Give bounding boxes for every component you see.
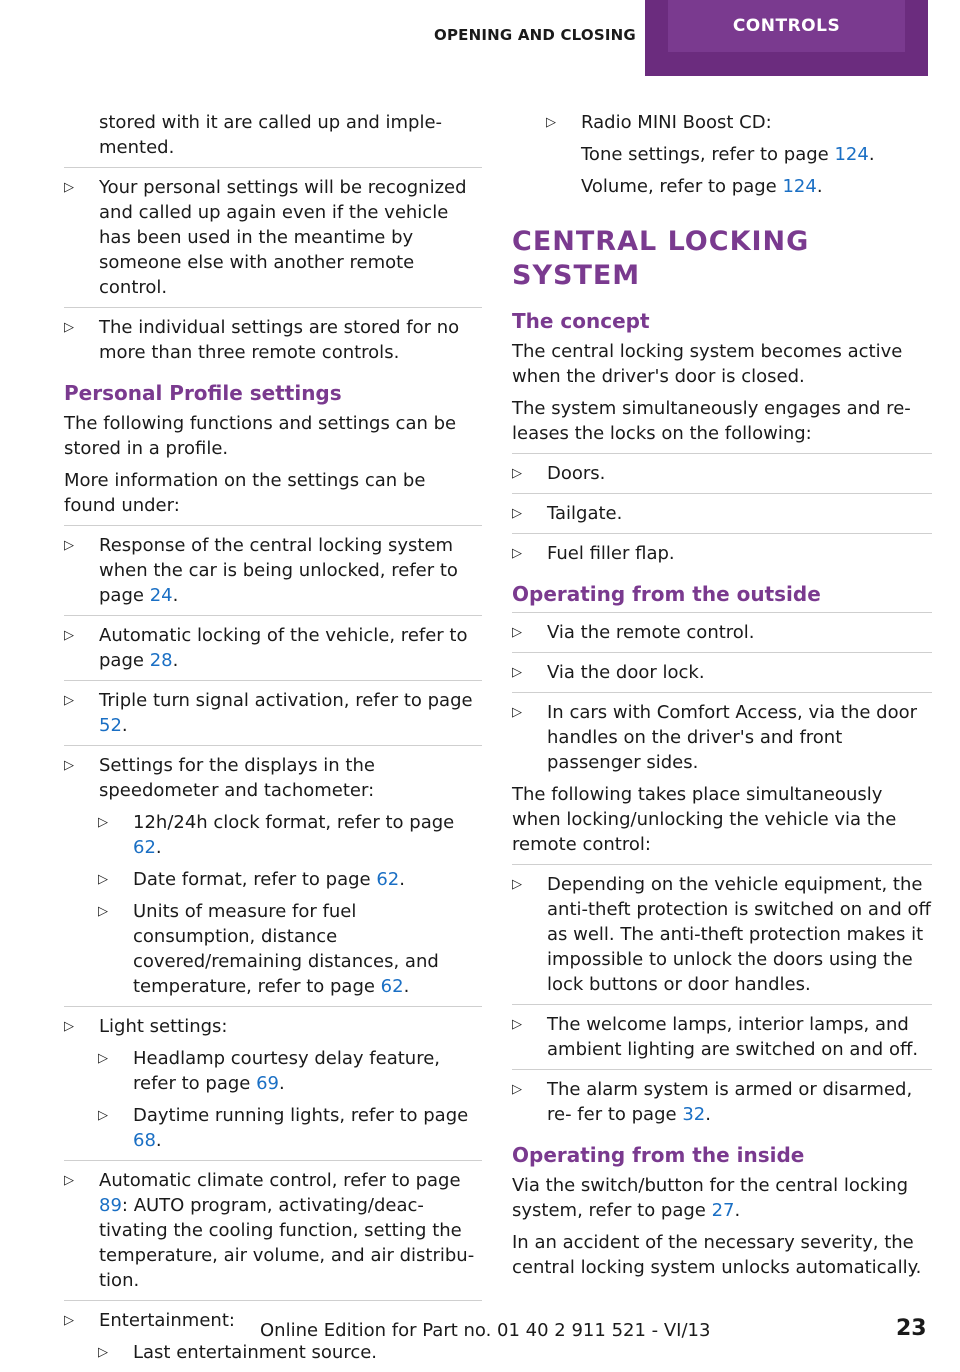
list-item: ▷ The welcome lamps, interior lamps, and ambient lighting are switched on and off. (512, 1014, 919, 1060)
divider (64, 680, 482, 681)
bullet-arrow-icon: ▷ (546, 115, 556, 130)
divider (64, 1006, 482, 1007)
chapter-heading: CENTRAL LOCKING SYSTEM (512, 226, 810, 291)
list-item: ▷ Triple turn signal activation, refer to page 52. (64, 690, 473, 736)
bullet-arrow-icon: ▷ (512, 1017, 522, 1032)
sub-list-item: ▷ Date format, refer to page 62. (98, 869, 405, 890)
page-number: 23 (896, 1316, 927, 1341)
divider (64, 745, 482, 746)
sub-list-item: ▷ 12h/24h clock format, refer to page 62. (98, 812, 455, 858)
bullet-arrow-icon: ▷ (64, 538, 74, 553)
page-link[interactable]: 28 (149, 650, 173, 671)
bullet-arrow-icon: ▷ (64, 1173, 74, 1188)
bullet-arrow-icon: ▷ (64, 1313, 74, 1328)
paragraph: The system simultaneously engages and re‐ leases the locks on the following: (512, 398, 911, 444)
sub-list-item: ▷ Radio MINI Boost CD: (546, 112, 772, 133)
divider (64, 525, 482, 526)
paragraph: Tone settings, refer to page 124. (581, 144, 875, 165)
paragraph: Volume, refer to page 124. (581, 176, 823, 197)
list-item: ▷ Your personal settings will be recognized and called up again even if the vehicle has been used in the meantime by someone else with another remote control. (64, 177, 467, 298)
divider (512, 612, 932, 613)
chapter-tab-label[interactable]: CONTROLS (668, 0, 905, 52)
list-item: ▷ Automatic climate control, refer to page 89: AUTO program, activating/deac‐ tivating the cooling function, setting the temperature, air volume, and air distribu‐ tion. (64, 1170, 475, 1291)
divider (512, 1069, 932, 1070)
divider (64, 1160, 482, 1161)
bullet-arrow-icon: ▷ (512, 665, 522, 680)
paragraph: The following takes place simultaneously when locking/unlocking the vehicle via the remote control: (512, 784, 897, 855)
list-item: ▷ Response of the central locking system when the car is being unlocked, refer to page 24. (64, 535, 458, 606)
page-link[interactable]: 89 (99, 1195, 122, 1216)
bullet-arrow-icon: ▷ (98, 1051, 108, 1066)
list-item: ▷ Depending on the vehicle equipment, the anti-theft protection is switched on and off as well. The anti-theft protection makes it impossible to unlock the doors using the lock buttons or door handles. (512, 874, 931, 995)
section-heading: Operating from the inside (512, 1143, 805, 1167)
continued-text: stored with it are called up and imple‐ mented. (99, 112, 443, 158)
page-header (0, 0, 960, 76)
list-item: ▷ Via the remote control. (512, 622, 755, 643)
list-item: ▷ Via the door lock. (512, 662, 705, 683)
divider (64, 615, 482, 616)
page-link[interactable]: 124 (834, 144, 869, 165)
list-item: ▷ The individual settings are stored for no more than three remote controls. (64, 317, 460, 363)
paragraph: The central locking system becomes active when the driver's door is closed. (512, 341, 903, 387)
list-item: ▷ Tailgate. (512, 503, 623, 524)
section-title: OPENING AND CLOSING (434, 26, 636, 44)
bullet-arrow-icon: ▷ (98, 1345, 108, 1360)
chapter-tab[interactable] (645, 0, 928, 76)
bullet-arrow-icon: ▷ (98, 815, 108, 830)
bullet-arrow-icon: ▷ (64, 180, 74, 195)
divider (64, 167, 482, 168)
divider (64, 307, 482, 308)
list-item: ▷ Automatic locking of the vehicle, refer to page 28. (64, 625, 468, 671)
left-column (64, 110, 482, 1372)
divider (512, 453, 932, 454)
bullet-arrow-icon: ▷ (98, 1108, 108, 1123)
bullet-arrow-icon: ▷ (64, 758, 74, 773)
sub-list-item: ▷ Headlamp courtesy delay feature, refer to page 69. (98, 1048, 440, 1094)
paragraph: The following functions and settings can be stored in a profile. (64, 413, 457, 459)
page-link[interactable]: 27 (711, 1200, 735, 1221)
bullet-arrow-icon: ▷ (512, 705, 522, 720)
bullet-arrow-icon: ▷ (64, 628, 74, 643)
sub-list-item: ▷ Last entertainment source. (98, 1342, 378, 1363)
divider (512, 493, 932, 494)
list-item: ▷ Settings for the displays in the speedometer and tachometer: (64, 755, 375, 801)
right-column (512, 110, 932, 1287)
list-item: ▷ The alarm system is armed or disarmed, re‐ fer to page 32. (512, 1079, 913, 1125)
page-link[interactable]: 52 (99, 715, 122, 736)
footer-edition: Online Edition for Part no. 01 40 2 911 521 - VI/13 (260, 1320, 711, 1341)
divider (512, 1004, 932, 1005)
divider (512, 692, 932, 693)
bullet-arrow-icon: ▷ (98, 904, 108, 919)
page-link[interactable]: 124 (782, 176, 817, 197)
sub-list-item: ▷ Daytime running lights, refer to page 68. (98, 1105, 469, 1151)
bullet-arrow-icon: ▷ (512, 546, 522, 561)
page-link[interactable]: 62 (380, 976, 404, 997)
paragraph: More information on the settings can be found under: (64, 470, 426, 516)
page-link[interactable]: 69 (256, 1073, 279, 1094)
page-link[interactable]: 68 (133, 1130, 156, 1151)
section-heading: The concept (512, 309, 650, 333)
divider (64, 1300, 482, 1301)
list-item: ▷ Entertainment: (64, 1310, 235, 1331)
page-link[interactable]: 62 (376, 869, 400, 890)
sub-list-item: ▷ Units of measure for fuel consumption, distance covered/remaining distances, and temperature, refer to page 62. (98, 901, 439, 997)
page-link[interactable]: 24 (149, 585, 173, 606)
section-heading: Personal Profile settings (64, 381, 342, 405)
paragraph: Via the switch/button for the central locking system, refer to page 27. (512, 1175, 909, 1221)
section-heading: Operating from the outside (512, 582, 821, 606)
bullet-arrow-icon: ▷ (512, 1082, 522, 1097)
bullet-arrow-icon: ▷ (512, 506, 522, 521)
bullet-arrow-icon: ▷ (98, 872, 108, 887)
page-link[interactable]: 32 (682, 1104, 706, 1125)
page-link[interactable]: 62 (133, 837, 156, 858)
list-item: ▷ Doors. (512, 463, 606, 484)
bullet-arrow-icon: ▷ (512, 625, 522, 640)
divider (512, 533, 932, 534)
bullet-arrow-icon: ▷ (64, 320, 74, 335)
bullet-arrow-icon: ▷ (512, 877, 522, 892)
bullet-arrow-icon: ▷ (64, 1019, 74, 1034)
list-item: ▷ Fuel filler flap. (512, 543, 675, 564)
divider (512, 864, 932, 865)
bullet-arrow-icon: ▷ (64, 693, 74, 708)
bullet-arrow-icon: ▷ (512, 466, 522, 481)
paragraph: In an accident of the necessary severity, the central locking system unlocks automatically. (512, 1232, 922, 1278)
list-item: ▷ Light settings: (64, 1016, 228, 1037)
list-item: ▷ In cars with Comfort Access, via the door handles on the driver's and front passenger sides. (512, 702, 918, 773)
divider (512, 652, 932, 653)
